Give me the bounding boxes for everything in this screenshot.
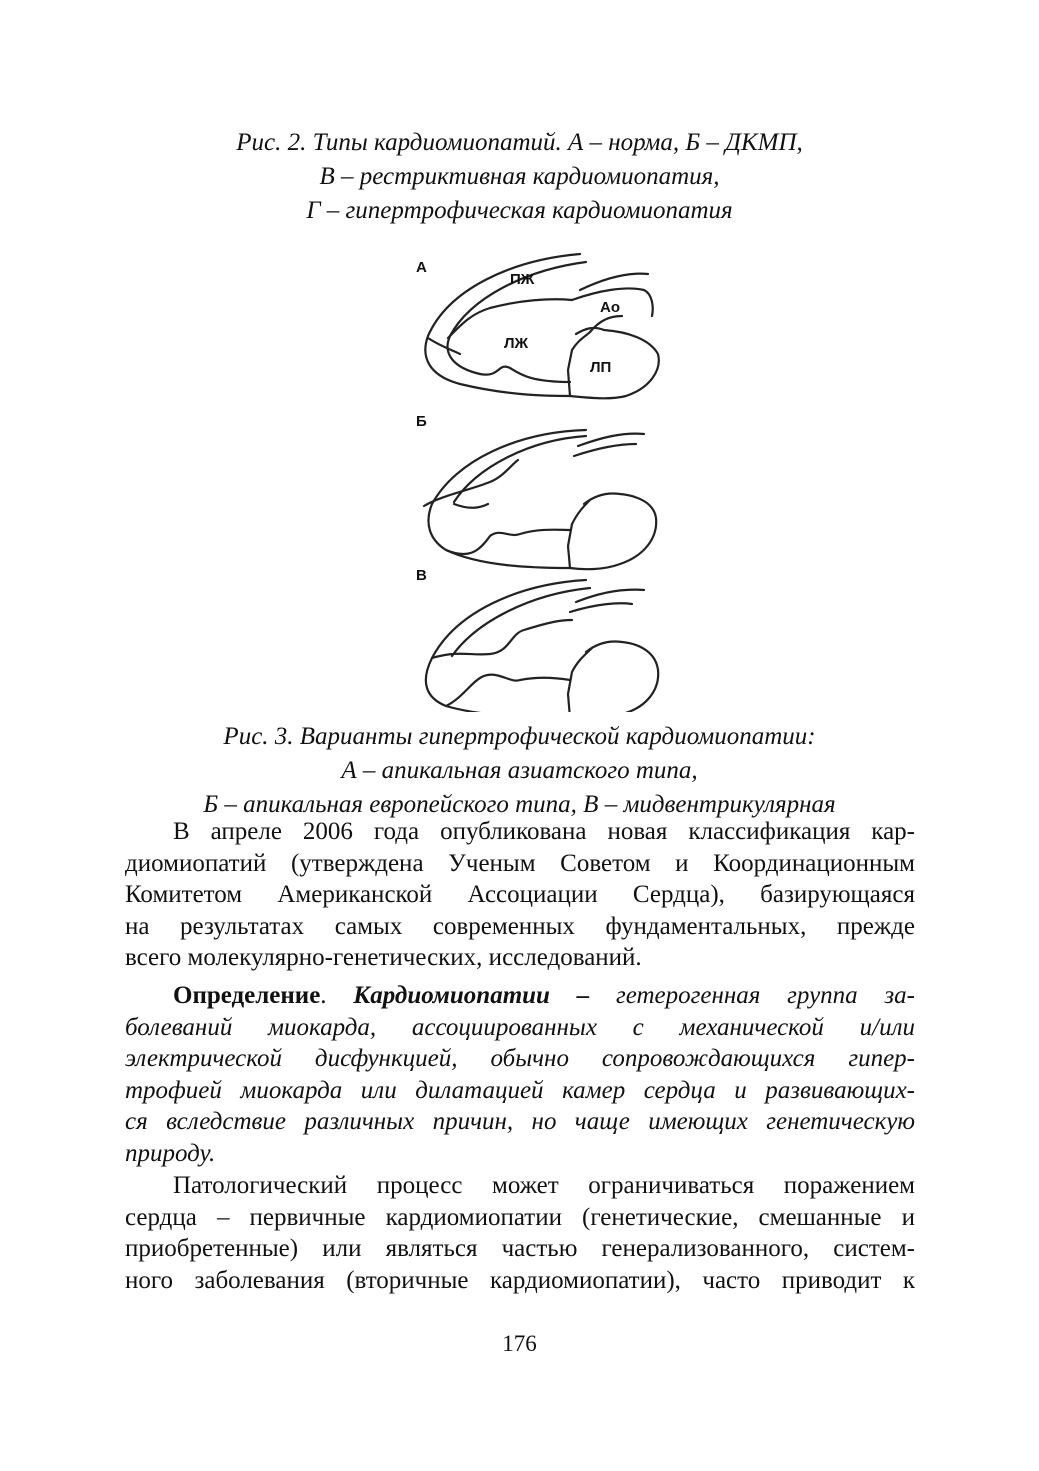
- figure-2-caption: [0, 126, 1039, 228]
- panel-label: Б: [416, 413, 427, 430]
- definition-punct: .: [320, 982, 354, 1009]
- figure-3-caption: [0, 720, 1039, 822]
- paragraph-pathology: [125, 1170, 915, 1296]
- text-line: приобретенные) или являться частью генерализованного, систем-: [125, 1235, 915, 1262]
- text-line: всего молекулярно-генетических, исследований.: [125, 944, 642, 971]
- cardiomyopathy-figure: [400, 250, 670, 712]
- text-line: электрической дисфункцией, обычно сопровождающихся гипер-: [125, 1045, 915, 1072]
- text-line: В апреле 2006 года опубликована новая классификация кар-: [173, 818, 915, 845]
- text-line: на результатах самых современных фундаментальных, прежде: [125, 912, 915, 940]
- chamber-label-rv: ПЖ: [510, 271, 535, 288]
- definition-subject: Кардиомиопатии –: [353, 982, 590, 1009]
- caption-line: А – апикальная азиатского типа,: [341, 757, 698, 784]
- chamber-label-aorta: Ао: [600, 299, 620, 316]
- text-line: болеваний миокарда, ассоциированных с механической и/или: [125, 1013, 915, 1041]
- paragraph-definition: [125, 980, 915, 1169]
- page-number: 176: [502, 1331, 537, 1356]
- text-line: ся вследствие различных причин, но чаще имеющих генетическую: [125, 1108, 915, 1135]
- panel-b: [416, 413, 656, 569]
- heart-drawing: [425, 254, 658, 398]
- text-line: диомиопатий (утверждена Ученым Советом и Координационным: [125, 849, 915, 877]
- heart-drawing: [426, 580, 658, 712]
- text-line: трофией миокарда или дилатацией камер сердца и развивающих-: [125, 1076, 915, 1104]
- caption-line: В – рестриктивная кардиомиопатия,: [319, 163, 720, 190]
- caption-line: Рис. 3. Варианты гипертрофической кардиомиопатии:: [223, 723, 816, 750]
- text-line: природу.: [125, 1139, 216, 1167]
- text-line: Патологический процесс может ограничиваться поражением: [173, 1172, 915, 1199]
- text-line: Комитетом Американской Ассоциации Сердца), базирующаяся: [125, 881, 915, 908]
- definition-term: Определение: [173, 982, 321, 1009]
- heart-drawing: [424, 430, 656, 569]
- caption-line: Б – апикальная европейского типа, В – мидвентрикулярная: [203, 791, 836, 818]
- caption-line: Рис. 2. Типы кардиомиопатий. А – норма, Б – ДКМП,: [236, 129, 803, 156]
- panel-label: В: [416, 567, 427, 584]
- panel-c: [416, 567, 658, 712]
- paragraph-classification: [125, 816, 915, 974]
- chamber-label-la: ЛП: [590, 359, 612, 376]
- definition-text: гетерогенная группа за-: [589, 982, 916, 1009]
- panel-label: А: [416, 259, 427, 276]
- panel-a: [416, 254, 659, 398]
- text-line: сердца – первичные кардиомиопатии (генетические, смешанные и: [125, 1203, 915, 1231]
- text-line: ного заболевания (вторичные кардиомиопатии), часто приводит к: [125, 1266, 915, 1294]
- definition-first-line: [125, 980, 915, 1012]
- caption-line: Г – гипертрофическая кардиомиопатия: [306, 197, 733, 224]
- chamber-label-lv: ЛЖ: [504, 335, 529, 352]
